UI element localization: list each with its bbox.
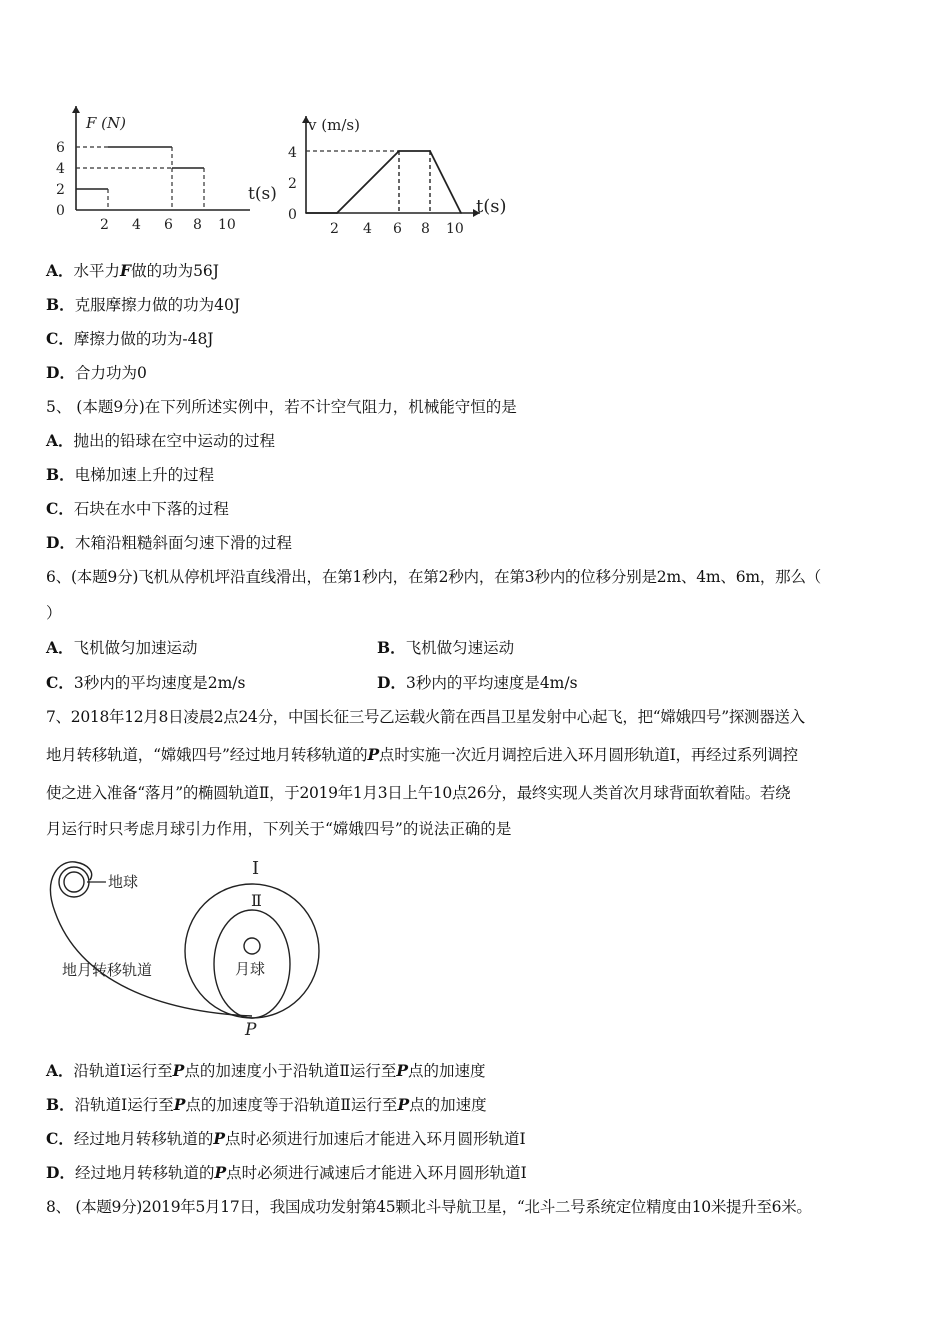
transfer-orbit-label: 地月转移轨道 xyxy=(62,961,153,979)
q5-option-a: A．抛出的铅球在空中运动的过程 xyxy=(46,431,276,450)
orbit-i-label: I xyxy=(252,858,260,879)
q6-option-b: B．飞机做匀速运动 xyxy=(377,638,515,657)
velocity-y-axis-label: v (m/s) xyxy=(308,116,360,134)
q6-option-c: C．3秒内的平均速度是2m/s xyxy=(46,673,246,692)
moon-circle xyxy=(244,938,260,954)
velocity-y-tick: 4 xyxy=(288,145,297,161)
earth-circle xyxy=(64,872,84,892)
q5-option-d: D．木箱沿粗糙斜面匀速下滑的过程 xyxy=(46,533,292,552)
q5-option-b: B．电梯加速上升的过程 xyxy=(46,465,215,484)
force-x-tick: 6 xyxy=(164,217,173,233)
force-y-tick: 0 xyxy=(56,203,65,219)
q6-stem-line1: 6、(本题9分)飞机从停机坪沿直线滑出，在第1秒内，在第2秒内，在第3秒内的位移分别是2m、4m、6m，那么（ xyxy=(46,568,822,586)
orbit-ii-label: Ⅱ xyxy=(251,891,262,910)
q7-option-a: A．沿轨道Ⅰ运行至P点的加速度小于沿轨道Ⅱ运行至P点的加速度 xyxy=(46,1061,486,1080)
force-x-tick: 4 xyxy=(132,217,141,233)
force-x-tick: 2 xyxy=(100,217,109,233)
q5-stem: 5、 (本题9分)在下列所述实例中，若不计空气阻力，机械能守恒的是 xyxy=(46,398,517,416)
velocity-x-tick: 8 xyxy=(421,221,430,237)
force-y-axis-label: F (N) xyxy=(86,114,127,132)
force-y-tick: 6 xyxy=(56,140,65,156)
q6-stem-line2: ） xyxy=(46,604,62,622)
data-point xyxy=(336,212,338,214)
q7-stem-line1: 7、2018年12月8日凌晨2点24分，中国长征三号乙运载火箭在西昌卫星发射中心起飞，把“嫦娥四号”探测器送入 xyxy=(46,708,805,726)
q7-option-b: B．沿轨道Ⅰ运行至P点的加速度等于沿轨道Ⅱ运行至P点的加速度 xyxy=(46,1095,487,1114)
force-x-tick: 8 xyxy=(193,217,202,233)
moon-orbit-figure xyxy=(40,852,340,1037)
transfer-orbit-path xyxy=(51,862,252,1016)
force-time-graph xyxy=(50,100,290,240)
force-x-axis-label: t(s) xyxy=(248,184,277,204)
data-point xyxy=(460,212,462,214)
velocity-x-tick: 6 xyxy=(393,221,402,237)
y-axis-arrow xyxy=(72,106,80,113)
q8-stem: 8、 (本题9分)2019年5月17日，我国成功发射第45颗北斗导航卫星，“北斗二号系统定位精度由10米提升至6米。 xyxy=(46,1198,812,1216)
earth-label: 地球 xyxy=(108,873,139,891)
q4-option-b: B．克服摩擦力做的功为40J xyxy=(46,295,241,314)
velocity-x-tick: 4 xyxy=(363,221,372,237)
velocity-time-graph xyxy=(280,108,520,243)
velocity-x-axis-label: t(s) xyxy=(476,196,507,217)
q6-option-a: A．飞机做匀加速运动 xyxy=(46,638,198,657)
force-y-tick: 2 xyxy=(56,182,65,198)
q7-option-c: C．经过地月转移轨道的P点时必须进行加速后才能进入环月圆形轨道Ⅰ xyxy=(46,1129,526,1148)
data-point xyxy=(429,150,431,152)
velocity-x-tick: 2 xyxy=(330,221,339,237)
q6-option-d: D．3秒内的平均速度是4m/s xyxy=(377,673,578,692)
force-y-tick: 4 xyxy=(56,161,65,177)
q7-stem-line3: 使之进入准备“落月”的椭圆轨道Ⅱ，于2019年1月3日上午10点26分，最终实现人类首次月球背面软着陆。若绕 xyxy=(46,784,791,802)
velocity-y-tick: 0 xyxy=(288,207,297,223)
q4-option-d: D．合力功为0 xyxy=(46,363,147,382)
data-point xyxy=(398,150,400,152)
q7-stem-line2: 地月转移轨道，“嫦娥四号”经过地月转移轨道的P点时实施一次近月调控后进入环月圆形轨道Ⅰ，再经过系列调控 xyxy=(46,745,798,764)
velocity-x-tick: 10 xyxy=(446,221,464,237)
q5-option-c: C．石块在水中下落的过程 xyxy=(46,499,229,518)
data-point xyxy=(305,212,307,214)
q4-option-c: C．摩擦力做的功为-48J xyxy=(46,329,214,348)
velocity-y-tick: 2 xyxy=(288,176,297,192)
q7-stem-line4: 月运行时只考虑月球引力作用，下列关于“嫦娥四号”的说法正确的是 xyxy=(46,820,512,838)
force-x-tick: 10 xyxy=(218,217,236,233)
point-p-label: P xyxy=(245,1020,257,1037)
moon-label: 月球 xyxy=(235,960,266,978)
series-line xyxy=(306,151,461,213)
q7-option-d: D．经过地月转移轨道的P点时必须进行减速后才能进入环月圆形轨道Ⅰ xyxy=(46,1163,527,1182)
q4-option-a: A．水平力F做的功为56J xyxy=(46,261,219,280)
